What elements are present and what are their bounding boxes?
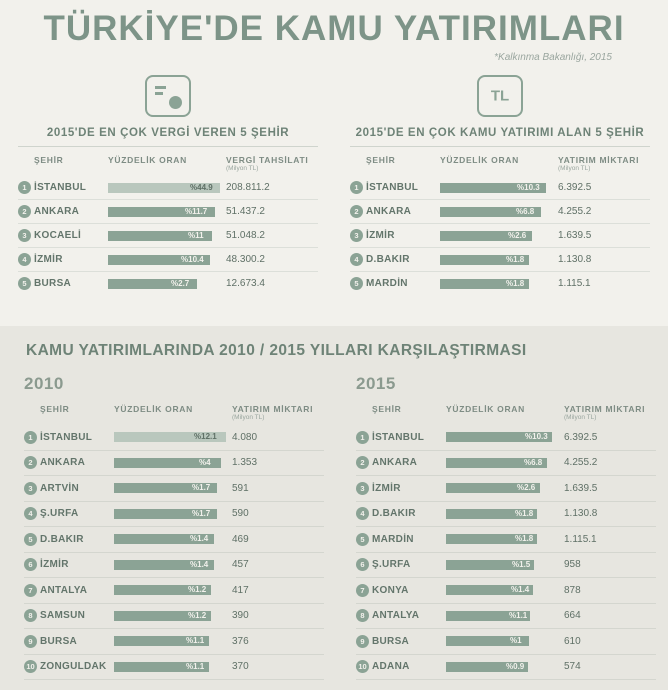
rank-badge: 3 <box>356 482 372 495</box>
comparison-title: KAMU YATIRIMLARINDA 2010 / 2015 YILLARI KARŞILAŞTIRMASI <box>26 342 527 359</box>
panel-tax-rows <box>18 176 318 295</box>
percent-label: %44.9 <box>190 182 213 192</box>
percent-bar <box>114 559 232 571</box>
panel-tax-columns <box>18 155 318 176</box>
amount-label: 958 <box>564 559 581 571</box>
city-label: ADANA <box>372 661 410 673</box>
city-label: BURSA <box>40 635 78 647</box>
table-row <box>24 604 324 630</box>
rank-badge: 5 <box>18 277 34 290</box>
column-percent: YÜZDELİK ORAN <box>108 155 187 165</box>
amount-label: 6.392.5 <box>564 431 598 443</box>
column-percent: YÜZDELİK ORAN <box>446 404 525 414</box>
percent-label: %1.1 <box>509 610 528 620</box>
city-label: İSTANBUL <box>34 182 87 193</box>
percent-bar <box>446 584 564 596</box>
city-label: Ş.URFA <box>40 508 79 520</box>
city-label: İZMİR <box>34 254 63 265</box>
city-label: KOCAELİ <box>34 230 82 241</box>
table-row <box>18 224 318 248</box>
table-row <box>356 604 656 630</box>
amount-label: 591 <box>232 482 249 494</box>
table-row <box>356 502 656 528</box>
panel-investment-title: 2015'DE EN ÇOK KAMU YATIRIMI ALAN 5 ŞEHİR <box>350 127 650 147</box>
amount-label: 51.048.2 <box>226 230 265 241</box>
percent-label: %1.2 <box>188 610 207 620</box>
table-row <box>24 553 324 579</box>
percent-label: %6.8 <box>516 206 535 216</box>
rank-badge: 8 <box>356 609 372 622</box>
percent-bar <box>114 610 232 622</box>
amount-label: 664 <box>564 610 581 622</box>
percent-bar <box>114 533 232 545</box>
city-label: SAMSUN <box>40 610 86 622</box>
panel-tax <box>18 75 318 295</box>
amount-label: 457 <box>232 559 249 571</box>
comparison-panel-2015 <box>356 374 656 680</box>
rank-badge: 6 <box>356 558 372 571</box>
rank-badge: 1 <box>24 431 40 444</box>
amount-label: 590 <box>232 508 249 520</box>
city-label: ANKARA <box>40 457 86 469</box>
percent-bar <box>440 206 558 218</box>
amount-label: 1.639.5 <box>564 482 598 494</box>
amount-label: 417 <box>232 584 249 596</box>
rank-badge: 8 <box>24 609 40 622</box>
rank-badge: 4 <box>350 253 366 266</box>
amount-label: 208.811.2 <box>226 182 270 193</box>
rank-badge: 7 <box>356 584 372 597</box>
percent-bar <box>114 584 232 596</box>
percent-label: %2.7 <box>171 278 190 288</box>
percent-label: %11 <box>188 230 204 240</box>
rank-badge: 1 <box>356 431 372 444</box>
rank-badge: 9 <box>24 635 40 648</box>
amount-label: 376 <box>232 635 249 647</box>
table-row <box>24 629 324 655</box>
amount-label: 12.673.4 <box>226 278 265 289</box>
rank-badge: 4 <box>24 507 40 520</box>
city-label: D.BAKIR <box>366 254 410 265</box>
city-label: D.BAKIR <box>40 533 84 545</box>
rank-badge: 3 <box>18 229 34 242</box>
rank-badge: 10 <box>356 660 372 673</box>
table-row <box>24 578 324 604</box>
percent-label: %2.6 <box>508 230 527 240</box>
column-amount: YATIRIM MİKTARI (Milyon TL) <box>558 155 650 172</box>
amount-label: 469 <box>232 533 249 545</box>
table-row <box>356 476 656 502</box>
amount-label: 4.255.2 <box>564 457 598 469</box>
percent-bar <box>446 533 564 545</box>
table-row <box>356 451 656 477</box>
percent-label: %10.3 <box>525 432 548 442</box>
amount-label: 51.437.2 <box>226 206 265 217</box>
panel-investment-columns <box>350 155 650 176</box>
column-amount: YATIRIM MİKTARI (Milyon TL) <box>232 404 324 421</box>
turkish-lira-icon: TL <box>477 75 523 117</box>
city-label: KONYA <box>372 584 409 596</box>
percent-label: %4 <box>199 457 211 467</box>
percent-bar <box>114 431 232 443</box>
percent-label: %1.7 <box>192 508 211 518</box>
percent-label: %1.8 <box>506 278 525 288</box>
percent-bar <box>446 482 564 494</box>
percent-label: %10.3 <box>517 182 540 192</box>
city-label: ANTALYA <box>372 610 420 622</box>
percent-bar <box>108 230 226 242</box>
rank-badge: 2 <box>18 205 34 218</box>
table-row <box>24 502 324 528</box>
rank-badge: 2 <box>356 456 372 469</box>
amount-label: 370 <box>232 661 249 673</box>
percent-label: %12.1 <box>194 432 217 442</box>
city-label: MARDİN <box>372 533 414 545</box>
table-row <box>24 451 324 477</box>
percent-bar <box>108 254 226 266</box>
table-row <box>350 176 650 200</box>
rank-badge: 1 <box>18 181 34 194</box>
percent-bar <box>114 635 232 647</box>
city-label: İSTANBUL <box>366 182 419 193</box>
amount-label: 610 <box>564 635 581 647</box>
table-row <box>18 272 318 295</box>
percent-label: %10.4 <box>181 254 204 264</box>
city-label: ANKARA <box>34 206 80 217</box>
year-label-2015: 2015 <box>356 374 396 393</box>
table-row <box>350 248 650 272</box>
column-city: ŞEHİR <box>372 404 402 414</box>
city-label: ANKARA <box>366 206 412 217</box>
city-label: ANKARA <box>372 457 418 469</box>
year-label-2010: 2010 <box>24 374 64 393</box>
amount-label: 1.639.5 <box>558 230 592 241</box>
source-note: *Kalkınma Bakanlığı, 2015 <box>494 52 612 63</box>
column-city: ŞEHİR <box>40 404 70 414</box>
percent-bar <box>446 661 564 673</box>
city-label: İSTANBUL <box>372 431 425 443</box>
amount-label: 878 <box>564 584 581 596</box>
percent-bar <box>108 182 226 194</box>
rank-badge: 5 <box>24 533 40 546</box>
table-row <box>18 200 318 224</box>
percent-label: %1.7 <box>192 483 211 493</box>
table-row <box>24 527 324 553</box>
table-row <box>350 224 650 248</box>
percent-bar <box>446 559 564 571</box>
amount-label: 4.255.2 <box>558 206 592 217</box>
rank-badge: 4 <box>18 253 34 266</box>
rank-badge: 1 <box>350 181 366 194</box>
city-label: ZONGULDAK <box>40 661 107 673</box>
city-label: İZMİR <box>366 230 395 241</box>
column-city: ŞEHİR <box>34 155 64 165</box>
amount-label: 1.130.8 <box>564 508 598 520</box>
percent-label: %11.7 <box>185 206 208 216</box>
table-row <box>356 425 656 451</box>
city-label: BURSA <box>34 278 72 289</box>
table-row <box>356 629 656 655</box>
city-label: BURSA <box>372 635 410 647</box>
percent-label: %1.2 <box>188 585 207 595</box>
table-row <box>24 425 324 451</box>
percent-bar <box>114 661 232 673</box>
amount-label: 48.300.2 <box>226 254 265 265</box>
amount-label: 1.353 <box>232 457 258 469</box>
percent-bar <box>114 482 232 494</box>
city-label: İSTANBUL <box>40 431 93 443</box>
amount-label: 4.080 <box>232 431 258 443</box>
percent-bar <box>440 230 558 242</box>
percent-bar <box>114 508 232 520</box>
rank-badge: 3 <box>350 229 366 242</box>
percent-bar <box>446 610 564 622</box>
rank-badge: 10 <box>24 660 40 673</box>
percent-label: %1.4 <box>190 534 209 544</box>
city-label: İZMİR <box>40 559 69 571</box>
rank-badge: 2 <box>350 205 366 218</box>
amount-label: 1.115.1 <box>558 278 591 289</box>
city-label: MARDİN <box>366 278 408 289</box>
column-amount-unit: (Milyon TL) <box>558 165 591 172</box>
table-row <box>350 272 650 295</box>
percent-label: %2.6 <box>517 483 536 493</box>
percent-bar <box>108 278 226 290</box>
panel-investment-rows <box>350 176 650 295</box>
comparison-columns-2010 <box>24 404 324 425</box>
percent-label: %1.4 <box>190 559 209 569</box>
tax-document-icon <box>145 75 191 117</box>
percent-bar <box>440 278 558 290</box>
table-row <box>18 176 318 200</box>
percent-bar <box>446 431 564 443</box>
comparison-columns-2015 <box>356 404 656 425</box>
comparison-panel-2010 <box>24 374 324 680</box>
percent-label: %0.9 <box>506 661 525 671</box>
percent-label: %1.4 <box>511 585 530 595</box>
percent-label: %1.8 <box>515 534 534 544</box>
percent-label: %1.1 <box>186 636 205 646</box>
city-label: Ş.URFA <box>372 559 411 571</box>
amount-label: 1.130.8 <box>558 254 592 265</box>
rank-badge: 5 <box>350 277 366 290</box>
percent-bar <box>446 635 564 647</box>
column-percent: YÜZDELİK ORAN <box>440 155 519 165</box>
amount-label: 390 <box>232 610 249 622</box>
percent-label: %1 <box>510 636 522 646</box>
amount-label: 574 <box>564 661 581 673</box>
city-label: İZMİR <box>372 482 401 494</box>
column-amount: YATIRIM MİKTARI (Milyon TL) <box>564 404 656 421</box>
table-row <box>356 527 656 553</box>
percent-bar <box>114 457 232 469</box>
rank-badge: 2 <box>24 456 40 469</box>
column-city: ŞEHİR <box>366 155 396 165</box>
panel-tax-title: 2015'DE EN ÇOK VERGİ VEREN 5 ŞEHİR <box>18 127 318 147</box>
table-row <box>356 655 656 681</box>
column-amount-unit: (Milyon TL) <box>564 414 597 421</box>
column-amount: VERGİ TAHSİLATI (Milyon TL) <box>226 155 318 172</box>
percent-bar <box>440 254 558 266</box>
table-row <box>350 200 650 224</box>
city-label: D.BAKIR <box>372 508 416 520</box>
percent-bar <box>440 182 558 194</box>
percent-bar <box>108 206 226 218</box>
city-label: ARTVİN <box>40 482 80 494</box>
percent-label: %6.8 <box>524 457 543 467</box>
percent-label: %1.8 <box>506 254 525 264</box>
amount-label: 1.115.1 <box>564 533 597 545</box>
column-amount-unit: (Milyon TL) <box>226 165 259 172</box>
column-amount-unit: (Milyon TL) <box>232 414 265 421</box>
percent-bar <box>446 457 564 469</box>
rank-badge: 5 <box>356 533 372 546</box>
table-row <box>356 553 656 579</box>
percent-label: %1.8 <box>515 508 534 518</box>
rank-badge: 7 <box>24 584 40 597</box>
percent-bar <box>446 508 564 520</box>
table-row <box>24 655 324 681</box>
percent-label: %1.5 <box>512 559 531 569</box>
rank-badge: 3 <box>24 482 40 495</box>
city-label: ANTALYA <box>40 584 88 596</box>
comparison-section <box>0 326 668 690</box>
table-row <box>24 476 324 502</box>
rank-badge: 4 <box>356 507 372 520</box>
amount-label: 6.392.5 <box>558 182 592 193</box>
percent-label: %1.1 <box>186 661 205 671</box>
page-title: TÜRKİYE'DE KAMU YATIRIMLARI <box>43 9 625 48</box>
header <box>0 0 668 63</box>
top-section <box>0 75 668 325</box>
column-percent: YÜZDELİK ORAN <box>114 404 193 414</box>
table-row <box>356 578 656 604</box>
rank-badge: 6 <box>24 558 40 571</box>
rank-badge: 9 <box>356 635 372 648</box>
table-row <box>18 248 318 272</box>
panel-investment <box>350 75 650 295</box>
